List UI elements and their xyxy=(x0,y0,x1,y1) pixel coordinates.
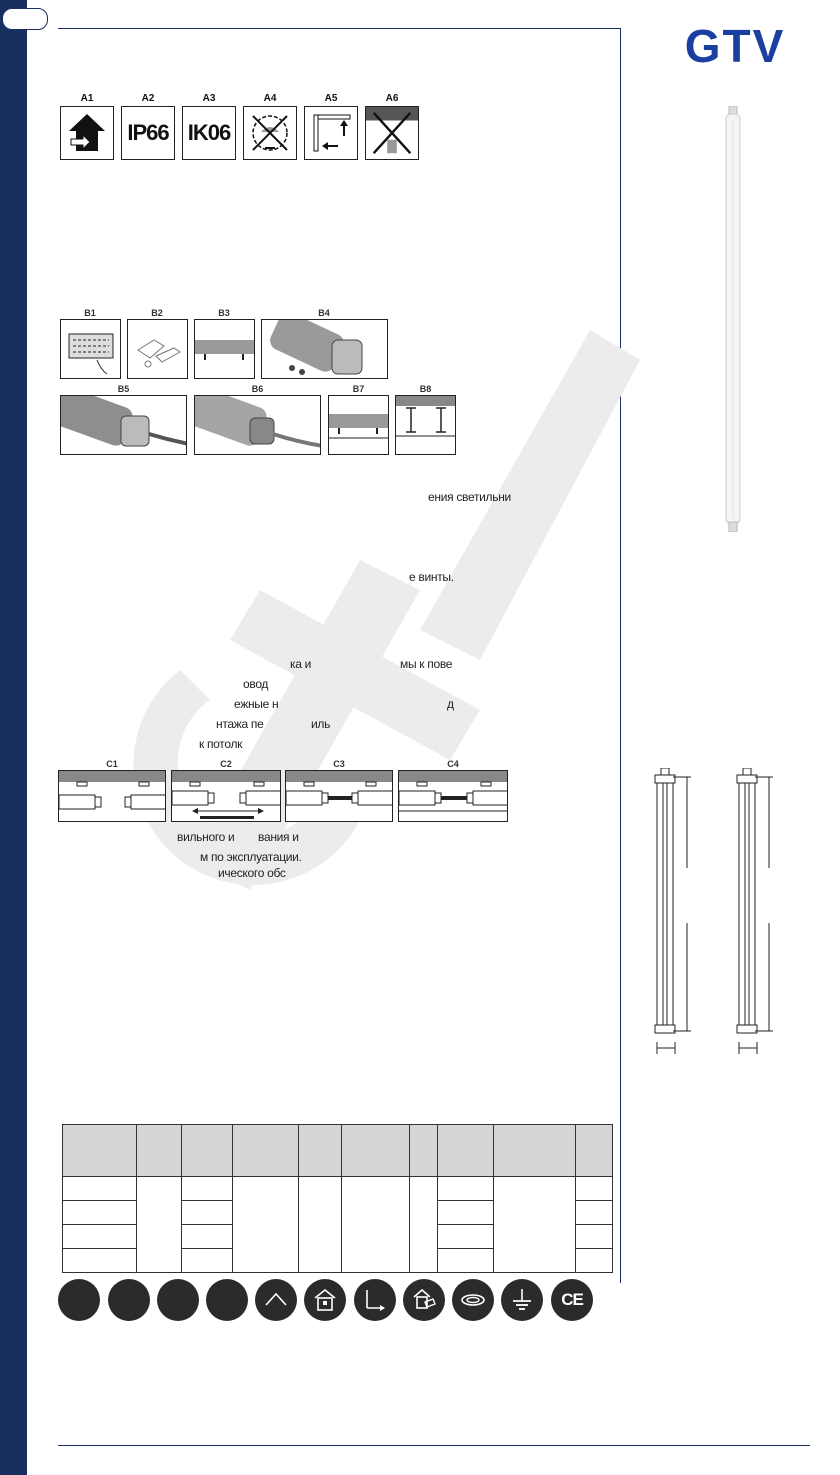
table-header-cell xyxy=(298,1125,342,1177)
language-tab[interactable] xyxy=(2,8,48,30)
table-cell xyxy=(63,1249,137,1273)
table-cell xyxy=(181,1201,232,1225)
gtv-logo xyxy=(660,22,810,70)
text-fragment: овод xyxy=(243,677,269,691)
spec-table xyxy=(62,1124,613,1273)
table-cell xyxy=(576,1225,613,1249)
label-a3: A3 xyxy=(202,93,216,104)
spec-circle-icon xyxy=(58,1279,100,1321)
table-cell xyxy=(576,1201,613,1225)
table-cell xyxy=(181,1225,232,1249)
table-cell xyxy=(576,1249,613,1273)
table-header-cell xyxy=(181,1125,232,1177)
spec-circle-icon xyxy=(206,1279,248,1321)
label-c2: C2 xyxy=(220,759,232,769)
logo-text: GTV xyxy=(684,22,786,70)
panel-b5 xyxy=(60,395,187,455)
text-fragment: м по эксплуатации. xyxy=(200,850,302,864)
label-b2: B2 xyxy=(151,308,163,318)
table-header-cell xyxy=(63,1125,137,1177)
label-b5: B5 xyxy=(117,384,130,394)
label-b3: B3 xyxy=(218,308,230,318)
sidebar-bar xyxy=(0,0,27,1475)
panel-b6 xyxy=(194,395,321,455)
table-cell xyxy=(438,1249,494,1273)
panel-b7 xyxy=(328,395,389,455)
panel-b3 xyxy=(194,319,255,379)
table-header-cell xyxy=(494,1125,576,1177)
table-cell xyxy=(576,1177,613,1201)
table-cell xyxy=(494,1177,576,1273)
table-cell xyxy=(232,1177,298,1273)
label-a4: A4 xyxy=(263,93,277,104)
angle-icon xyxy=(255,1279,297,1321)
text-fragment: нтажа пе xyxy=(216,717,264,731)
no-installation-icon xyxy=(365,106,419,160)
table-header-cell xyxy=(576,1125,613,1177)
label-a6: A6 xyxy=(385,93,399,104)
table-cell xyxy=(410,1177,438,1273)
indoor-icon xyxy=(304,1279,346,1321)
table-header-cell xyxy=(136,1125,181,1177)
text-fragment: ения светильни xyxy=(428,490,511,504)
top-rule xyxy=(58,28,620,29)
label-a1: A1 xyxy=(80,93,94,104)
label-c1: C1 xyxy=(106,759,118,769)
table-cell xyxy=(63,1225,137,1249)
product-image xyxy=(718,106,748,532)
label-c3: C3 xyxy=(333,759,345,769)
panel-b8 xyxy=(395,395,456,455)
ik06-icon: IK06 xyxy=(182,106,236,160)
mounting-distance-icon xyxy=(354,1279,396,1321)
label-b6: B6 xyxy=(251,384,264,394)
table-header-row xyxy=(63,1125,613,1177)
text-fragment: мы к пове xyxy=(400,657,453,671)
text-fragment: ежные н xyxy=(234,697,279,711)
table-row xyxy=(63,1177,613,1201)
surface-mount-icon xyxy=(403,1279,445,1321)
text-fragment: ка и xyxy=(290,657,312,671)
text-fragment: к потолк xyxy=(199,737,243,751)
label-c4: C4 xyxy=(447,759,459,769)
table-cell xyxy=(438,1177,494,1201)
bottom-rule xyxy=(58,1445,810,1446)
label-b1: B1 xyxy=(84,308,96,318)
table-cell xyxy=(63,1201,137,1225)
table-header-cell xyxy=(438,1125,494,1177)
text-fragment: е винты. xyxy=(409,570,454,584)
label-a5: A5 xyxy=(324,93,338,104)
ce-label: CE xyxy=(561,1290,583,1309)
mounting-distance-icon xyxy=(304,106,358,160)
panel-b1 xyxy=(60,319,121,379)
class-house-icon xyxy=(60,106,114,160)
label-b4: B4 xyxy=(318,308,330,318)
ip66-icon: IP66 xyxy=(121,106,175,160)
table-cell xyxy=(298,1177,342,1273)
table-cell xyxy=(438,1201,494,1225)
ground-icon xyxy=(501,1279,543,1321)
table-cell xyxy=(438,1225,494,1249)
spec-circle-icon xyxy=(157,1279,199,1321)
dimension-drawings xyxy=(645,768,785,1058)
panel-c1 xyxy=(58,770,166,822)
ceiling-lamp-icon xyxy=(452,1279,494,1321)
panel-c3 xyxy=(285,770,393,822)
table-cell xyxy=(181,1177,232,1201)
text-fragment: иль xyxy=(311,717,331,731)
table-cell xyxy=(63,1177,137,1201)
panel-b4 xyxy=(261,319,388,379)
label-b8: B8 xyxy=(419,384,432,394)
table-cell xyxy=(342,1177,410,1273)
text-fragment: вильного и xyxy=(177,830,235,844)
panel-b2 xyxy=(127,319,188,379)
ce-mark-icon xyxy=(551,1279,593,1321)
table-header-cell xyxy=(342,1125,410,1177)
spec-circle-icon xyxy=(108,1279,150,1321)
label-a2: A2 xyxy=(141,93,155,104)
panel-c2 xyxy=(171,770,281,822)
table-header-cell xyxy=(410,1125,438,1177)
text-fragment: ического обс xyxy=(218,866,286,880)
table-cell xyxy=(136,1177,181,1273)
text-fragment: д xyxy=(447,697,454,711)
panel-c4 xyxy=(398,770,508,822)
label-b7: B7 xyxy=(352,384,365,394)
table-header-cell xyxy=(232,1125,298,1177)
text-fragment: вания и xyxy=(258,830,299,844)
no-cover-icon xyxy=(243,106,297,160)
table-cell xyxy=(181,1249,232,1273)
